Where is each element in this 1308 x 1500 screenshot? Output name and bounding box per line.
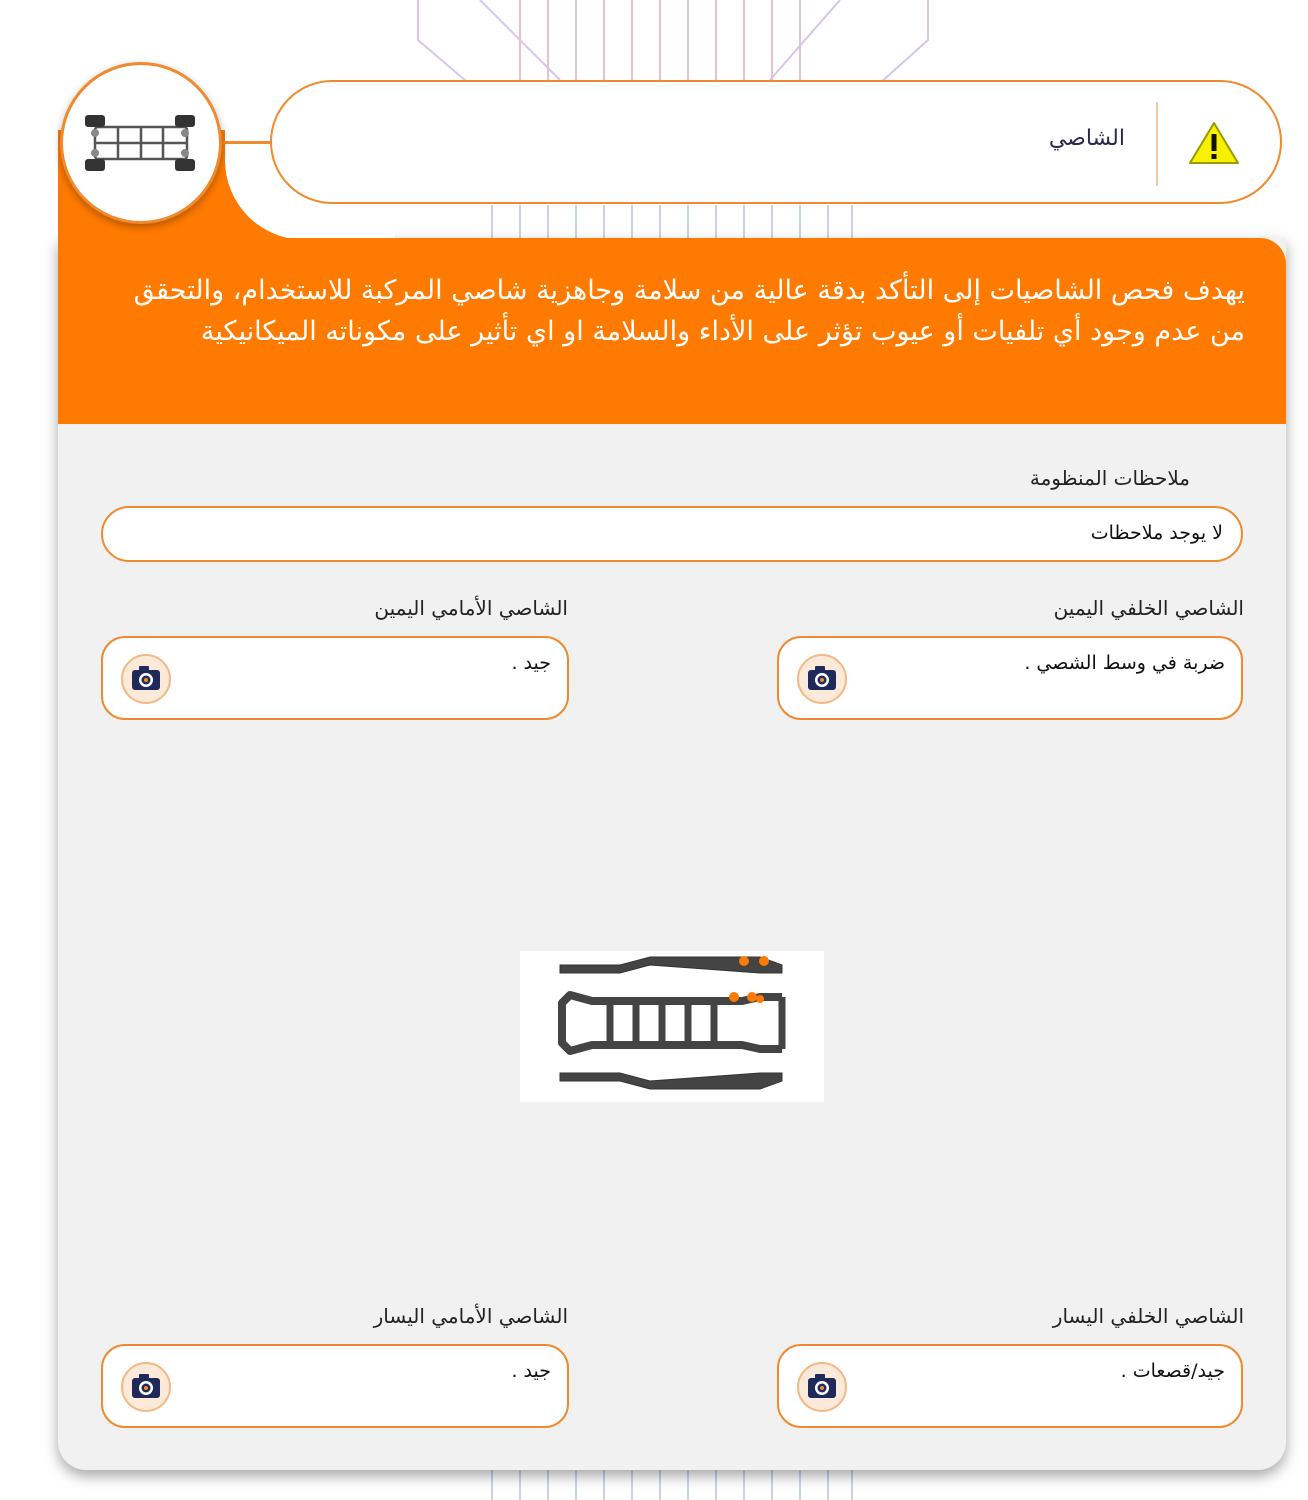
- rear-right-field[interactable]: [777, 636, 1243, 720]
- front-right-field[interactable]: [101, 636, 569, 720]
- chassis-icon: [63, 65, 219, 221]
- rear-left-value: جيد/قصعات .: [1120, 1360, 1225, 1382]
- front-left-field[interactable]: [101, 1344, 569, 1428]
- notes-value: لا يوجد ملاحظات: [1090, 522, 1223, 544]
- section-description: يهدف فحص الشاصيات إلى التأكد بدقة عالية من سلامة وجاهزية شاصي المركبة للاستخدام، والتحقق من عدم وجود أي تلفيات أو عيوب تؤثر على الأداء والسلامة او اي تأثير على مكوناته الميكانيكية: [133, 275, 1245, 347]
- title-divider: [1156, 102, 1158, 186]
- notes-field[interactable]: [101, 506, 1243, 562]
- notes-label: ملاحظات المنظومة: [1029, 466, 1190, 490]
- rear-left-field[interactable]: [777, 1344, 1243, 1428]
- chassis-diagram: [520, 951, 824, 1102]
- front-left-label: الشاصي الأمامي اليسار: [373, 1304, 568, 1328]
- camera-icon[interactable]: [121, 654, 171, 704]
- camera-icon[interactable]: [121, 1362, 171, 1412]
- rear-left-label: الشاصي الخلفي اليسار: [1052, 1304, 1244, 1328]
- header-connector: [222, 141, 272, 144]
- section-logo: [60, 62, 222, 224]
- front-right-value: جيد .: [511, 652, 551, 674]
- camera-icon[interactable]: [797, 1362, 847, 1412]
- front-left-value: جيد .: [511, 1360, 551, 1382]
- warning-icon: [1188, 120, 1240, 170]
- rear-right-value: ضربة في وسط الشصي .: [1024, 652, 1225, 674]
- section-header: [270, 80, 1282, 204]
- front-right-label: الشاصي الأمامي اليمين: [374, 596, 568, 620]
- section-title: الشاصي: [1048, 126, 1125, 151]
- camera-icon[interactable]: [797, 654, 847, 704]
- rear-right-label: الشاصي الخلفي اليمين: [1053, 596, 1244, 620]
